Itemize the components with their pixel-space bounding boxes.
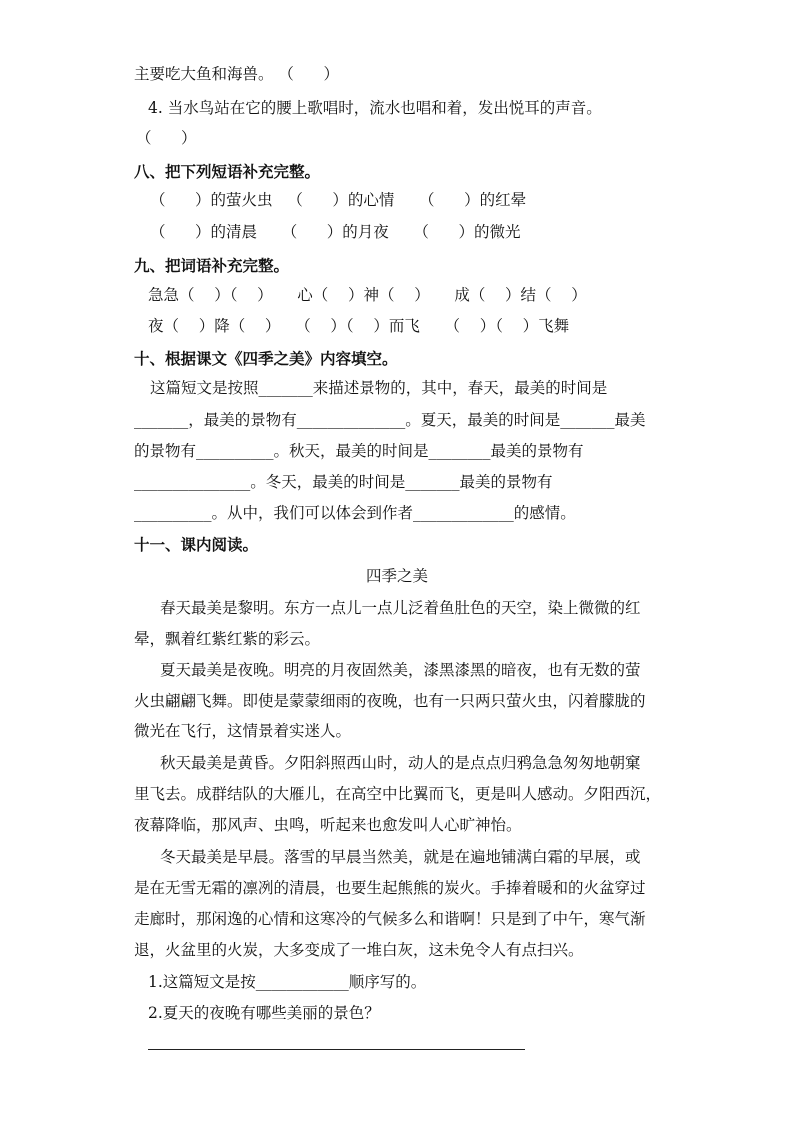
section-8-heading: 八、把下列短语补充完整。 (134, 163, 321, 181)
reading-question-2: 2.夏天的夜晚有哪些美丽的景色？ (148, 1004, 380, 1022)
passage-line: 夏天最美是夜晚。明亮的月夜固然美，漆黑漆黑的暗夜，也有无数的萤 (160, 661, 641, 679)
fill-line-2: _______，最美的景物有______________。夏天，最美的时间是_______最美 (134, 411, 646, 429)
passage-line: 走廊时，那闲逸的心情和这寒冷的气候多么和谐啊！只是到了中午，寒气渐 (134, 910, 646, 928)
section-9-heading: 九、把词语补充完整。 (134, 257, 290, 275)
phrase-row-2: （ ）的清晨 （ ）的月夜 （ ）的微光 (150, 223, 521, 241)
reading-question-1: 1.这篇短文是按____________顺序写的。 (148, 973, 427, 991)
section-11-heading: 十一、课内阅读。 (134, 536, 259, 554)
question-4: 4. 当水鸟站在它的腰上歌唱时，流水也唱和着，发出悦耳的声音。 (148, 99, 602, 117)
fill-line-4: _______________。冬天，最美的时间是_______最美的景物有 (134, 473, 553, 491)
fill-line-3: 的景物有__________。秋天，最美的时间是________最美的景物有 (134, 442, 584, 460)
passage-title: 四季之美 (365, 567, 428, 585)
passage-line: 冬天最美是早晨。落雪的早晨当然美，就是在遍地铺满白霜的早展，或 (160, 848, 641, 866)
answer-line (148, 1049, 525, 1050)
passage-line: 里飞去。成群结队的大雁儿，在高空中比翼而飞，更是叫人感动。夕阳西沉， (134, 785, 662, 803)
fill-line-5: __________。从中，我们可以体会到作者_____________的感情。 (134, 504, 576, 522)
word-row-1: 急急（ ）（ ） 心（ ）神（ ） 成（ ）结（ ） (148, 286, 587, 304)
answer-bracket: （ ） (136, 129, 197, 147)
section-10-heading: 十、根据课文《四季之美》内容填空。 (134, 350, 398, 368)
fill-line-1: 这篇短文是按照_______来描述景物的，其中，春天，最美的时间是 (150, 379, 608, 397)
passage-line: 退，火盆里的火炭，大多变成了一堆白灰，这未免令人有点扫兴。 (134, 941, 584, 959)
passage-line: 是在无雪无霜的凛冽的清晨，也要生起熊熊的炭火。手捧着暖和的火盆穿过 (134, 879, 646, 897)
word-row-2: 夜（ ）降（ ） （ ）（ ）而飞 （ ）（ ）飞舞 (148, 317, 570, 335)
passage-line: 晕，飘着红紫红紫的彩云。 (134, 630, 321, 648)
phrase-row-1: （ ）的萤火虫 （ ）的心情 （ ）的红晕 (150, 191, 527, 209)
passage-line: 夜幕降临，那风声、虫鸣，听起来也愈发叫人心旷神怡。 (134, 816, 522, 834)
passage-line: 火虫翩翩飞舞。即使是蒙蒙细雨的夜晚，也有一只两只萤火虫，闪着朦胧的 (134, 692, 646, 710)
passage-line: 秋天最美是黄昏。夕阳斜照西山时，动人的是点点归鸦急急匆匆地朝窠 (160, 754, 641, 772)
text-line: 主要吃大鱼和海兽。 （ ） (134, 65, 339, 83)
passage-line: 微光在飞行，这情景着实迷人。 (134, 722, 352, 740)
passage-line: 春天最美是黎明。东方一点儿一点儿泛着鱼肚色的天空，染上微微的红 (160, 599, 641, 617)
